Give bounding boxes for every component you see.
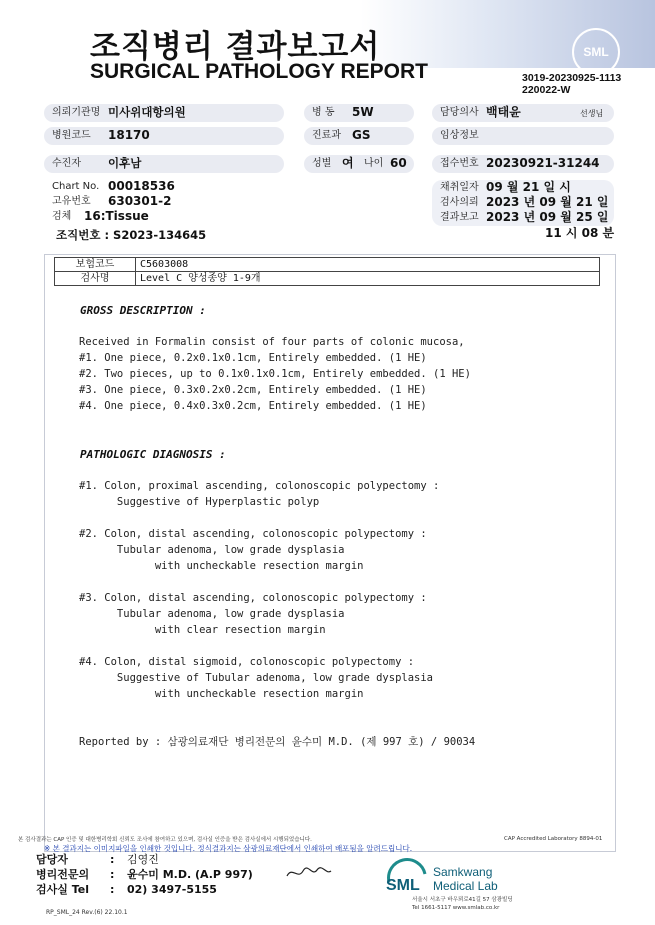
insurance-code: C5603008 xyxy=(136,258,600,272)
diagnosis-line: #1. Colon, proximal ascending, colonoscopic polypectomy : xyxy=(79,480,440,492)
report-number-line2: 220022-W xyxy=(522,84,571,96)
lab-name-2: Medical Lab xyxy=(433,879,498,893)
ward-label: 병 동 xyxy=(312,107,335,118)
gross-line: #3. One piece, 0.3x0.2x0.2cm, Entirely embedded. (1 HE) xyxy=(79,384,427,396)
reception-label: 접수번호 xyxy=(440,158,479,169)
id-label: 고유번호 xyxy=(52,196,91,207)
cap-accreditation: CAP Accredited Laboratory 8894-01 xyxy=(504,836,603,842)
diagnosis-line: #4. Colon, distal sigmoid, colonoscopic polypectomy : xyxy=(79,656,415,668)
diagnosis-item-3 xyxy=(79,590,427,638)
specimen-value: 16:Tissue xyxy=(84,209,149,223)
form-code: RP_SML_24 Rev.(6) 22.10.1 xyxy=(46,909,128,916)
diagnosis-item-1 xyxy=(79,478,439,510)
request-label: 검사의뢰 xyxy=(440,197,479,208)
request-value: 2023 년 09 월 21 일 xyxy=(486,195,609,209)
diagnosis-line: Tubular adenoma, low grade dysplasia xyxy=(79,544,345,556)
doctor-suffix: 선생님 xyxy=(580,109,604,118)
diagnosis-title: PATHOLOGIC DIAGNOSIS : xyxy=(80,448,226,461)
pathologist-value: 윤수미 M.D. (A.P 997) xyxy=(127,868,253,881)
test-row xyxy=(55,272,600,286)
logo-mark-text: SML xyxy=(386,877,420,894)
sex-value: 여 xyxy=(342,156,354,170)
sex-label: 성별 xyxy=(312,158,332,169)
gross-line: #4. One piece, 0.4x0.3x0.2cm, Entirely embedded. (1 HE) xyxy=(79,400,427,412)
lab-tel-label: 검사실 Tel xyxy=(36,883,89,896)
collect-value: 09 월 21 일 시 xyxy=(486,180,571,194)
print-notice: ※ 본 결과지는 이미지파일을 인쇄한 것입니다. 정식결과지는 삼광의료재단에서 인쇄하여 배포됨을 알려드립니다. xyxy=(44,844,413,853)
report-time-value: 11 시 08 분 xyxy=(545,226,615,240)
hospital-code-value: 18170 xyxy=(108,128,150,142)
lab-tel-value: 02) 3497-5155 xyxy=(127,883,217,896)
hospital-code-label: 병원코드 xyxy=(52,130,91,141)
lab-address: 서울시 서초구 바우뫼로41길 57 삼광빌딩 xyxy=(412,897,513,903)
code-table xyxy=(54,257,600,286)
colon: : xyxy=(110,868,115,881)
gross-line: Received in Formalin consist of four parts of colonic mucosa, xyxy=(79,336,465,348)
diagnosis-line: #3. Colon, distal ascending, colonoscopic polypectomy : xyxy=(79,592,427,604)
gross-line: #1. One piece, 0.2x0.1x0.1cm, Entirely embedded. (1 HE) xyxy=(79,352,427,364)
pathologist-label: 병리전문의 xyxy=(36,868,90,881)
ward-value: 5W xyxy=(352,105,374,119)
institution-value: 미사위대항의원 xyxy=(108,105,186,119)
diagnosis-item-2 xyxy=(79,526,427,574)
samkwang-logo-icon xyxy=(383,858,431,898)
age-label: 나이 xyxy=(364,158,384,169)
test-label: 검사명 xyxy=(55,272,136,286)
diagnosis-line: with uncheckable resection margin xyxy=(79,688,364,700)
manager-value: 김영진 xyxy=(127,853,159,866)
certification-note: 본 검사결과는 CAP 인증 및 대한병리학회 신뢰도 조사에 참여하고 있으며, 검사실 인증을 받은 검사실에서 시행되었습니다. xyxy=(18,837,312,843)
gross-title: GROSS DESCRIPTION : xyxy=(80,304,206,317)
manager-label: 담당자 xyxy=(36,853,68,866)
report-number xyxy=(522,72,621,96)
age-value: 60 xyxy=(390,156,407,170)
diagnosis-line: with clear resection margin xyxy=(79,624,326,636)
reported-by: Reported by : 삼광의료재단 병리전문의 윤수미 M.D. (제 997 호) / 90034 xyxy=(79,736,476,748)
diagnosis-line: Suggestive of Tubular adenoma, low grade dysplasia xyxy=(79,672,434,684)
doctor-value: 백태윤 xyxy=(486,105,521,119)
dept-value: GS xyxy=(352,128,371,142)
id-value: 630301-2 xyxy=(108,194,172,208)
institution-label: 의뢰기관명 xyxy=(52,107,101,118)
report-date-value: 2023 년 09 월 25 일 xyxy=(486,210,609,224)
report-title-korean: 조직병리 결과보고서 xyxy=(90,29,381,65)
insurance-label: 보험코드 xyxy=(55,258,136,272)
doctor-label: 담당의사 xyxy=(440,107,479,118)
tissue-number: 조직번호 : S2023-134645 xyxy=(56,228,207,242)
specimen-label: 검체 xyxy=(52,211,72,222)
insurance-row xyxy=(55,258,600,272)
collect-label: 채취일자 xyxy=(440,182,479,193)
diagnosis-line: with uncheckable resection margin xyxy=(79,560,364,572)
test-name: Level C 양성종양 1-9개 xyxy=(136,272,600,286)
report-title-english: SURGICAL PATHOLOGY REPORT xyxy=(90,60,428,83)
colon: : xyxy=(110,883,115,896)
patient-label: 수진자 xyxy=(52,158,81,169)
dept-label: 진료과 xyxy=(312,130,341,141)
chart-label: Chart No. xyxy=(52,181,100,192)
chart-value: 00018536 xyxy=(108,179,175,193)
patient-value: 이후남 xyxy=(108,156,142,170)
gross-body xyxy=(79,334,471,414)
colon: : xyxy=(110,853,115,866)
report-number-line1: 3019-20230925-1113 xyxy=(522,72,622,84)
lab-name-1: Samkwang xyxy=(433,865,493,879)
diagnosis-line: Suggestive of Hyperplastic polyp xyxy=(79,496,320,508)
gross-line: #2. Two pieces, up to 0.1x0.1x0.1cm, Entirely embedded. (1 HE) xyxy=(79,368,471,380)
lab-phone: Tel 1661-5117 www.smlab.co.kr xyxy=(412,905,500,911)
signature-image xyxy=(284,862,334,882)
diagnosis-line: Tubular adenoma, low grade dysplasia xyxy=(79,608,345,620)
diagnosis-item-4 xyxy=(79,654,433,702)
report-date-label: 결과보고 xyxy=(440,212,479,223)
diagnosis-line: #2. Colon, distal ascending, colonoscopic polypectomy : xyxy=(79,528,427,540)
sml-logo-icon: SML xyxy=(572,28,620,76)
clinical-info-label: 임상정보 xyxy=(440,130,479,141)
reception-value: 20230921-31244 xyxy=(486,156,600,170)
